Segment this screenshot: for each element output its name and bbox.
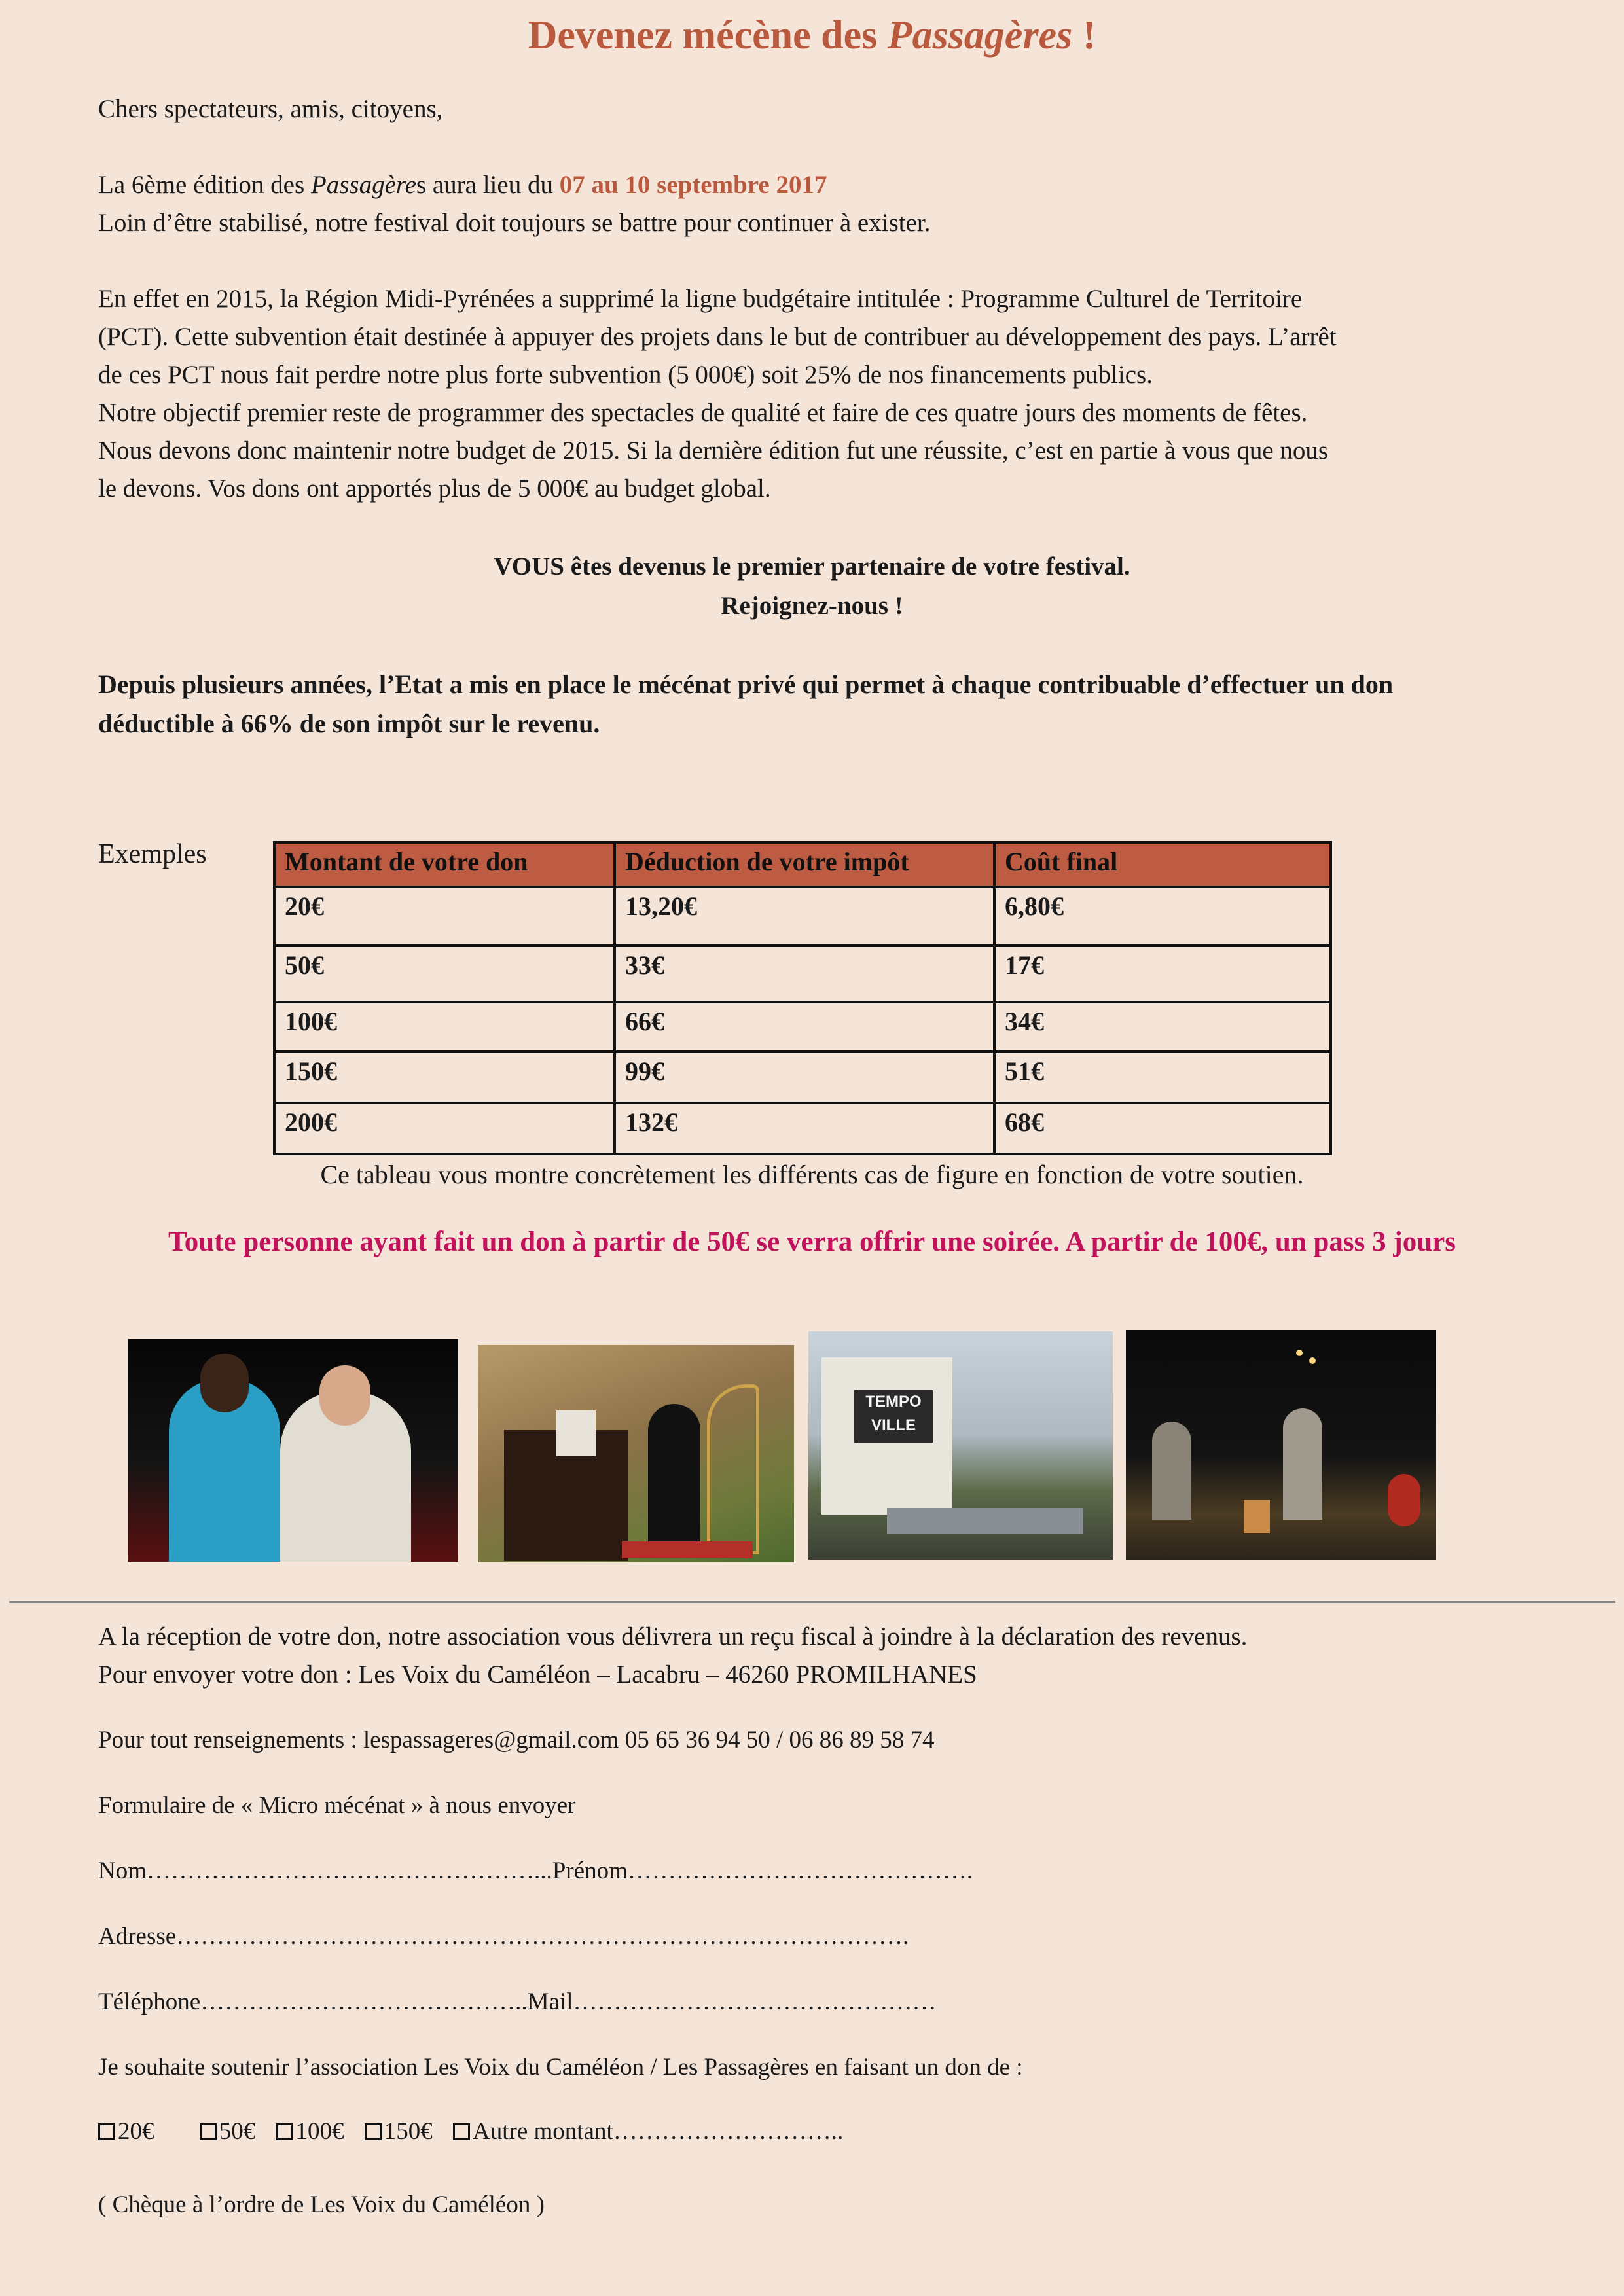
table-cell: 6,80€ <box>994 887 1331 946</box>
table-caption: Ce tableau vous montre concrètement les différents cas de figure en fonction de votre soutien. <box>320 1160 1304 1189</box>
table-cell: 68€ <box>994 1103 1331 1154</box>
checkbox-100[interactable] <box>276 2123 293 2140</box>
cheque-note: ( Chèque à l’ordre de Les Voix du Caméléon ) <box>98 2191 545 2218</box>
table-cell: 200€ <box>274 1103 615 1154</box>
festival-dates: 07 au 10 septembre 2017 <box>559 171 827 199</box>
table-cell: 132€ <box>615 1103 994 1154</box>
photo-concert <box>1126 1330 1436 1560</box>
checkbox-other[interactable] <box>453 2123 470 2140</box>
table-cell: 99€ <box>615 1052 994 1103</box>
table-cell: 13,20€ <box>615 887 994 946</box>
table-cell: 66€ <box>615 1002 994 1052</box>
contact-line: Pour tout renseignements : lespassageres@gmail.com 05 65 36 94 50 / 06 86 89 58 74 <box>98 1727 935 1753</box>
footer-receipt: A la réception de votre don, notre association vous délivrera un reçu fiscal à joindre à la déclaration des revenus. Pour envoyer votre don : Les Voix du Caméléon – Lacabru – 46260 PROMILHANES <box>98 1623 1248 1689</box>
page-title: Devenez mécène des Passagères ! <box>528 13 1096 58</box>
checkbox-20[interactable] <box>98 2123 115 2140</box>
greeting: Chers spectateurs, amis, citoyens, <box>98 95 443 123</box>
form-phone-field[interactable]: Téléphone…………………………………..Mail……………………………………… <box>98 1988 937 2015</box>
photo-actors <box>128 1339 458 1562</box>
examples-label: Exemples <box>98 839 207 869</box>
donation-options: 20€ 50€ 100€ 150€ Autre montant……………………….. <box>98 2113 1564 2151</box>
table-cell: 20€ <box>274 887 615 946</box>
other-amount-field[interactable]: Autre montant……………………….. <box>473 2118 844 2145</box>
table-row <box>274 1052 1331 1103</box>
table-row <box>274 1103 1331 1154</box>
table-cell: 33€ <box>615 946 994 1002</box>
callout: VOUS êtes devenus le premier partenaire de votre festival. Rejoignez-nous ! <box>494 552 1130 620</box>
table-header: Coût final <box>994 842 1331 887</box>
checkbox-50[interactable] <box>200 2123 217 2140</box>
divider <box>9 1601 1615 1603</box>
table-cell: 17€ <box>994 946 1331 1002</box>
table-cell: 150€ <box>274 1052 615 1103</box>
support-text: Je souhaite soutenir l’association Les Voix du Caméléon / Les Passagères en faisant un don de : <box>98 2054 1023 2081</box>
photo-harp-piano <box>478 1345 794 1562</box>
form-title: Formulaire de « Micro mécénat » à nous envoyer <box>98 1792 576 1819</box>
offer-text: Toute personne ayant fait un don à partir de 50€ se verra offrir une soirée. A partir de 100€, un pass 3 jours <box>168 1227 1456 1257</box>
table-header: Déduction de votre impôt <box>615 842 994 887</box>
table-row <box>274 887 1331 946</box>
checkbox-150[interactable] <box>365 2123 382 2140</box>
tempo-sign: TEMPO VILLE <box>854 1390 933 1443</box>
form-address-field[interactable]: Adresse………………………………………………………………………………. <box>98 1923 909 1950</box>
table-header: Montant de votre don <box>274 842 615 887</box>
table-row <box>274 946 1331 1002</box>
table-cell: 100€ <box>274 1002 615 1052</box>
table-cell: 50€ <box>274 946 615 1002</box>
context-paragraph: En effet en 2015, la Région Midi-Pyrénées a supprimé la ligne budgétaire intitulée : Programme Culturel de Territoire (PCT). Cette subvention était destinée à appuyer des projets dans le but de contribuer au développement des pays. L’arrêt de ces PCT nous fait perdre notre plus forte subvention (5 000€) soit 25% de nos financements publics. Notre objectif premier reste de programmer des spectacles de qualité et faire de ces quatre jours des moments de fêtes. Nous devons donc maintenir notre budget de 2015. Si la dernière édition fut une réussite, c’est en partie à vous que nous le devons. Vos dons ont apportés plus de 5 000€ au budget global. <box>98 285 1337 503</box>
mecenat-paragraph: Depuis plusieurs années, l’Etat a mis en place le mécénat privé qui permet à chaque contribuable d’effectuer un don déductible à 66% de son impôt sur le revenu. <box>98 670 1394 738</box>
edition-paragraph: La 6ème édition des Passagères aura lieu du 07 au 10 septembre 2017 Loin d’être stabilisé, notre festival doit toujours se battre pour continuer à exister. <box>98 171 931 237</box>
donation-table <box>273 841 1332 1155</box>
form-name-field[interactable]: Nom…………………………………………...Prénom……………………………………. <box>98 1857 973 1884</box>
photo-tempo-ville <box>808 1331 1113 1560</box>
table-row <box>274 1002 1331 1052</box>
table-cell: 34€ <box>994 1002 1331 1052</box>
table-cell: 51€ <box>994 1052 1331 1103</box>
